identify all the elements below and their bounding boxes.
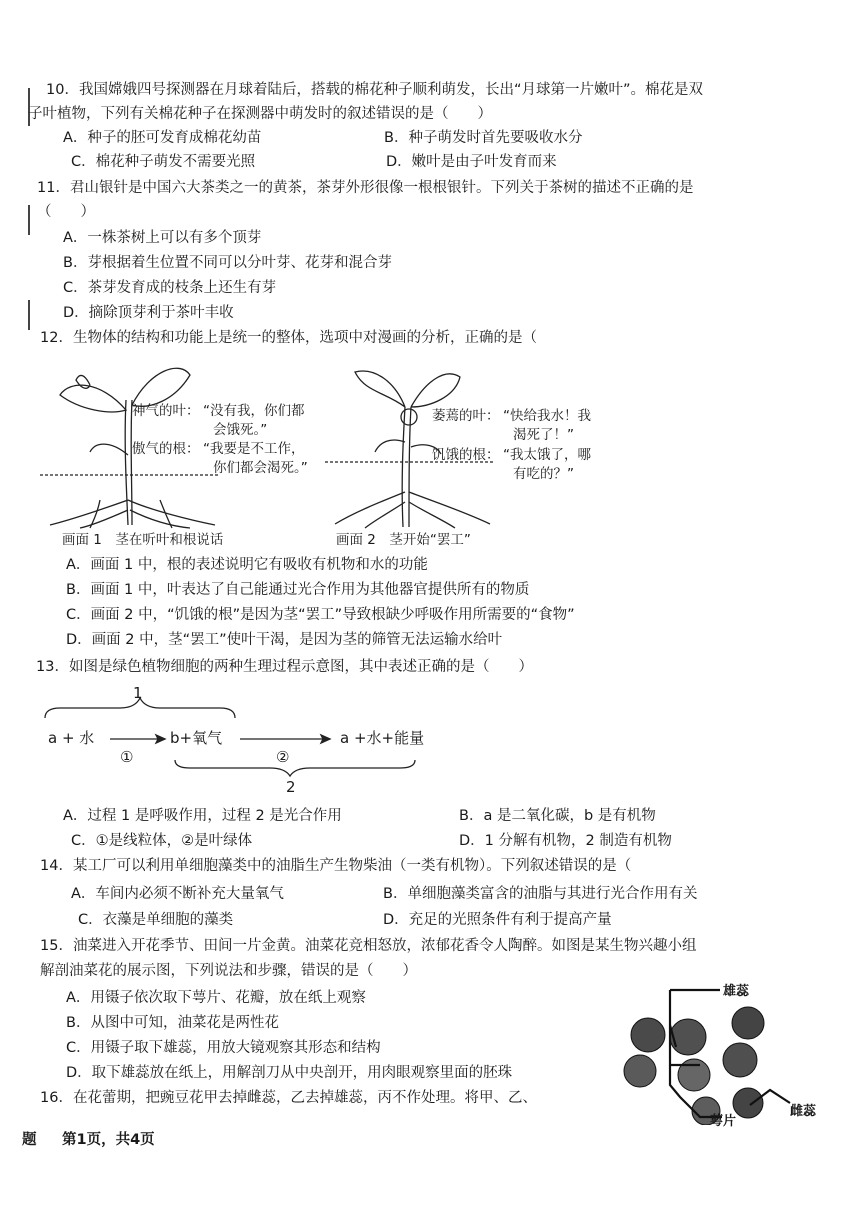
fig1-caption: 画面 1 茎在听叶和根说话 — [62, 532, 224, 548]
label-pistil: 雌蕊 — [790, 1104, 817, 1119]
footer-mark: 题 — [22, 1132, 37, 1148]
q15-option-d: D．取下雄蕊放在纸上，用解剖刀从中央剖开，用肉眼观察里面的胚珠 — [66, 1065, 513, 1081]
q15-stem-cont: 解剖油菜花的展示图，下列说法和步骤，错误的是（ ） — [40, 963, 417, 979]
label-stamen: 雄蕊 — [723, 984, 750, 999]
process-reactants: a + 水 — [48, 729, 95, 747]
process-step-1: ① — [120, 748, 134, 766]
fig2-leaf-line1: “快给我水！我 — [503, 408, 591, 424]
q10-option-c: C．棉花种子萌发不需要光照 — [71, 154, 256, 170]
q12-option-b: B．画面 1 中，叶表达了自己能通过光合作用为其他器官提供所有的物质 — [66, 582, 530, 598]
q10-option-a: A．种子的胚可发育成棉花幼苗 — [63, 130, 262, 146]
q15-option-a: A．用镊子依次取下萼片、花瓣，放在纸上观察 — [66, 990, 366, 1006]
fig2-leaf-line2: 渴死了！” — [513, 427, 574, 443]
fig1-root-line1: “我要是不工作， — [203, 441, 305, 457]
process-products: a +水+能量 — [340, 729, 425, 747]
q15-option-b: B．从图中可知，油菜花是两性花 — [66, 1015, 279, 1031]
q16-stem: 16．在花蕾期，把豌豆花甲去掉雌蕊，乙去掉雄蕊，丙不作处理。将甲、乙、 — [40, 1090, 537, 1106]
page-number: 第1页，共4页 — [62, 1132, 155, 1148]
q10-stem-cont: 子叶植物，下列有关棉花种子在探测器中萌发时的叙述错误的是（ ） — [28, 106, 492, 122]
q11-option-a: A．一株茶树上可以有多个顶芽 — [63, 230, 262, 246]
q11-stem-cont: （ ） — [37, 204, 95, 220]
process-label-2: 2 — [286, 778, 296, 796]
process-label-1: 1 — [133, 684, 143, 702]
q13-option-b: B．a 是二氧化碳，b 是有机物 — [459, 808, 656, 824]
q13-stem: 13．如图是绿色植物细胞的两种生理过程示意图，其中表述正确的是（ ） — [36, 659, 533, 675]
fig2-root-line1: “我太饿了，哪 — [503, 447, 591, 463]
q12-option-c: C．画面 2 中，“饥饿的根”是因为茎“罢工”导致根缺少呼吸作用所需要的“食物” — [66, 607, 575, 623]
fig2-leaf-speaker: 萎蔫的叶： — [432, 408, 500, 424]
fig1-root-speaker: 傲气的根： — [132, 441, 200, 457]
q12-stem: 12．生物体的结构和功能上是统一的整体，选项中对漫画的分析，正确的是（ — [40, 330, 537, 346]
q12-option-d: D．画面 2 中，茎“罢工”使叶干渴，是因为茎的筛管无法运输水给叶 — [66, 632, 503, 648]
fig2-root-speaker: 饥饿的根： — [432, 447, 500, 463]
q15-stem: 15．油菜进入开花季节、田间一片金黄。油菜花竞相怒放，浓郁花香令人陶醉。如图是某生物兴趣小组 — [40, 938, 697, 954]
process-intermediate: b+氧气 — [170, 729, 223, 747]
q10-option-d: D．嫩叶是由子叶发育而来 — [386, 154, 557, 170]
q10-option-b: B．种子萌发时首先要吸收水分 — [384, 130, 583, 146]
q14-option-b: B．单细胞藻类富含的油脂与其进行光合作用有关 — [383, 886, 698, 902]
fig1-leaf-line2: 会饿死。” — [213, 422, 268, 438]
q14-option-c: C．衣藻是单细胞的藻类 — [78, 912, 234, 928]
q11-stem: 11．君山银针是中国六大茶类之一的黄茶，茶芽外形很像一根根银针。下列关于茶树的描述不正确的是 — [37, 180, 694, 196]
fig1-leaf-line1: “没有我，你们都 — [203, 403, 305, 419]
fig1-root-line2: 你们都会渴死。” — [213, 460, 308, 476]
q14-option-d: D．充足的光照条件有利于提高产量 — [383, 912, 612, 928]
q13-option-a: A．过程 1 是呼吸作用，过程 2 是光合作用 — [63, 808, 342, 824]
q13-option-d: D．1 分解有机物，2 制造有机物 — [459, 833, 672, 849]
page-edge-line — [28, 205, 30, 235]
q14-stem: 14．某工厂可以利用单细胞藻类中的油脂生产生物柴油（一类有机物）。下列叙述错误的是（ — [40, 858, 632, 874]
label-sepal: 萼片 — [710, 1114, 737, 1129]
q11-option-c: C．茶芽发育成的枝条上还生有芽 — [63, 280, 277, 296]
q12-option-a: A．画面 1 中，根的表述说明它有吸收有机物和水的功能 — [66, 557, 428, 573]
fig2-caption: 画面 2 茎开始“罢工” — [336, 532, 471, 548]
q10-stem: 10．我国嫦娥四号探测器在月球着陆后，搭载的棉花种子顺利萌发，长出“月球第一片嫩叶”。棉花是双 — [46, 82, 703, 98]
q11-option-d: D．摘除顶芽利于茶叶丰收 — [63, 305, 234, 321]
process-step-2: ② — [276, 748, 290, 766]
fig1-leaf-speaker: 神气的叶： — [132, 403, 200, 419]
fig2-root-line2: 有吃的？” — [513, 466, 574, 482]
q15-option-c: C．用镊子取下雄蕊，用放大镜观察其形态和结构 — [66, 1040, 381, 1056]
page-edge-line — [28, 300, 30, 330]
q13-option-c: C．①是线粒体，②是叶绿体 — [71, 833, 253, 849]
q11-option-b: B．芽根据着生位置不同可以分叶芽、花芽和混合芽 — [63, 255, 392, 271]
q14-option-a: A．车间内必须不断补充大量氧气 — [71, 886, 284, 902]
